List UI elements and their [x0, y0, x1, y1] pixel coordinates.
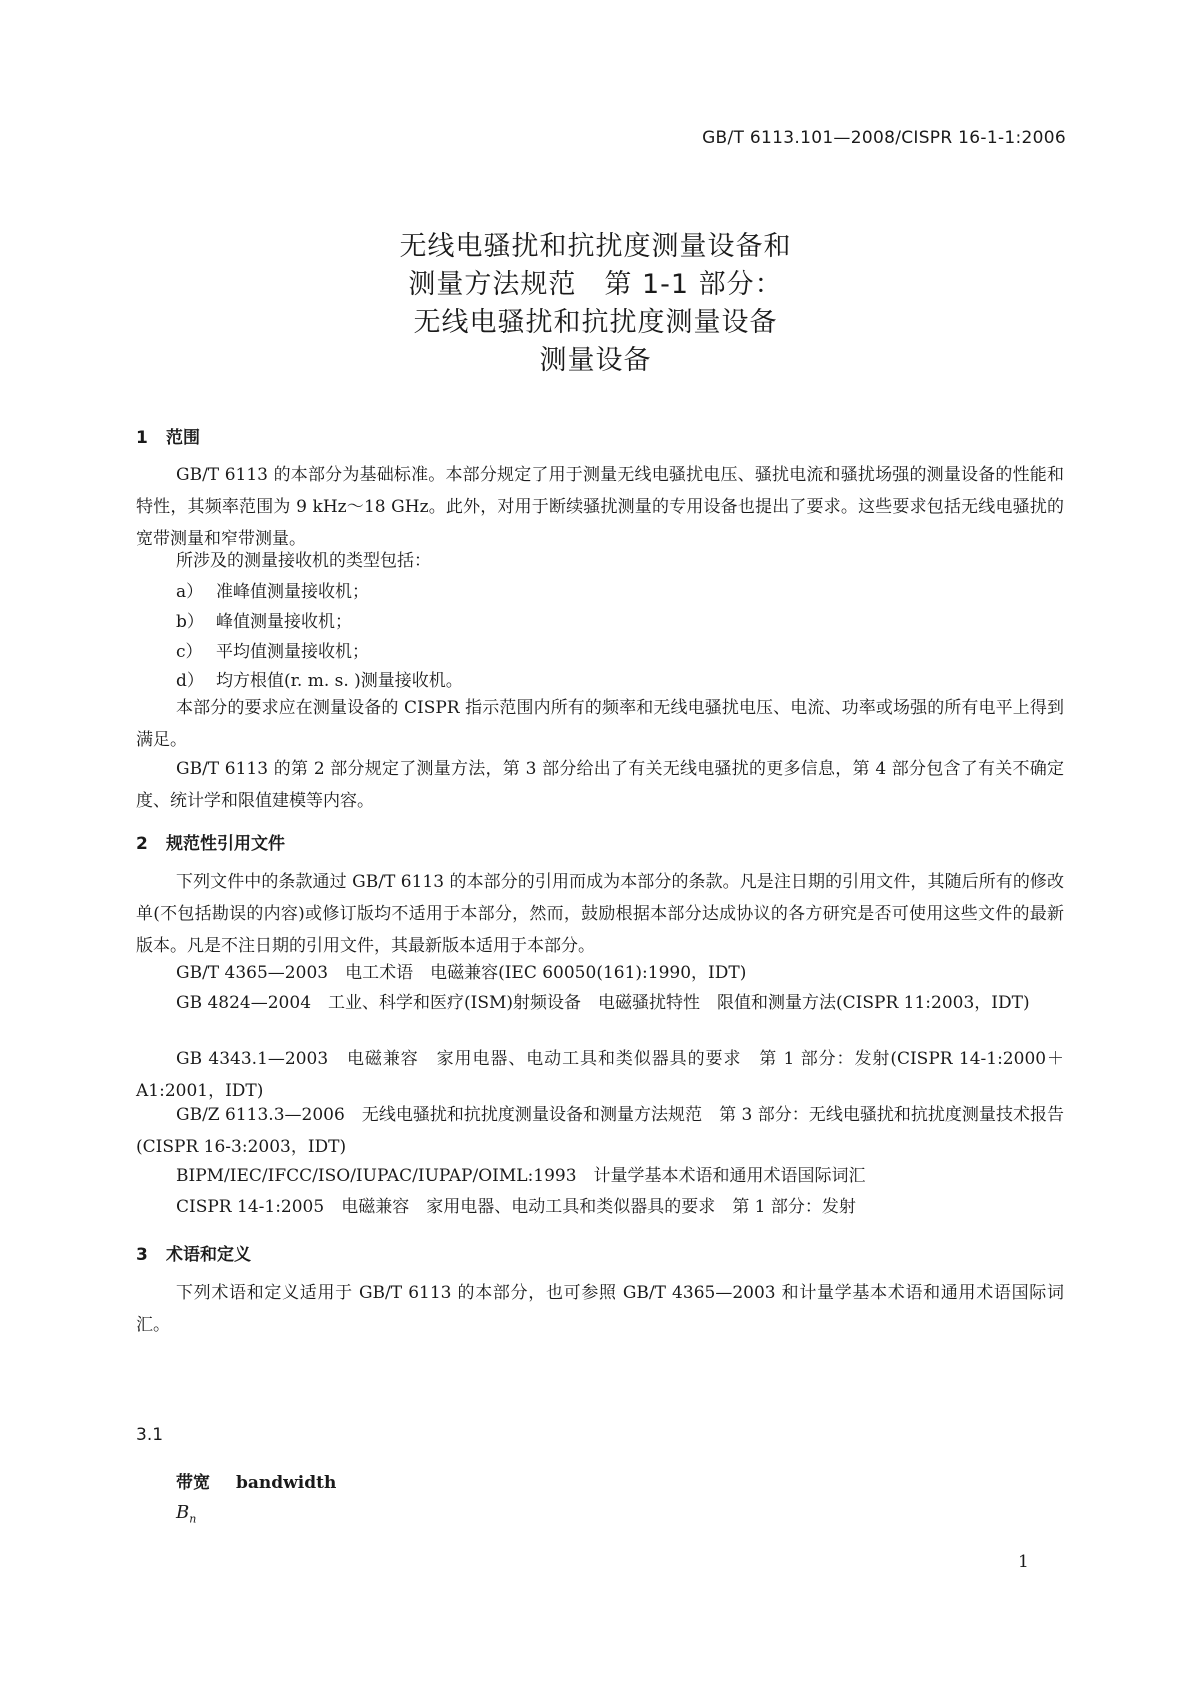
section-1-paragraph-3: 本部分的要求应在测量设备的 CISPR 指示范围内所有的频率和无线电骚扰电压、电流、功率或场强的所有电平上得到满足。 — [136, 698, 1064, 750]
list-marker: d） — [176, 671, 204, 691]
title-line-4: 测量设备 — [539, 345, 652, 376]
reference-item: BIPM/IEC/IFCC/ISO/IUPAC/IUPAP/OIML:1993 计量学基本术语和通用术语国际词汇 — [176, 1166, 866, 1186]
title-line-1: 无线电骚扰和抗扰度测量设备和 — [399, 231, 792, 262]
section-1-paragraph-4: GB/T 6113 的第 2 部分规定了测量方法，第 3 部分给出了有关无线电骚扰的更多信息，第 4 部分包含了有关不确定度、统计学和限值建模等内容。 — [136, 759, 1064, 811]
section-number: 2 — [136, 834, 148, 854]
section-title: 术语和定义 — [166, 1245, 251, 1265]
term-entry — [176, 1468, 336, 1493]
list-marker: c） — [176, 642, 203, 662]
section-3-heading — [136, 1240, 251, 1265]
term-chinese: 带宽 — [176, 1473, 210, 1493]
section-1-heading — [136, 423, 200, 448]
document-title — [0, 228, 1191, 380]
section-title: 规范性引用文件 — [166, 834, 285, 854]
title-line-2: 测量方法规范 第 1-1 部分： — [408, 269, 783, 300]
reference-item: CISPR 14-1:2005 电磁兼容 家用电器、电动工具和类似器具的要求 第 1 部分：发射 — [176, 1197, 856, 1217]
section-title: 范围 — [166, 428, 200, 448]
section-number: 3 — [136, 1245, 148, 1265]
list-text: 均方根值(r. m. s. )测量接收机。 — [216, 671, 463, 691]
reference-item: GB 4343.1—2003 电磁兼容 家用电器、电动工具和类似器具的要求 第 1 部分：发射(CISPR 14-1:2000＋A1:2001，IDT) — [136, 1049, 1064, 1101]
list-text: 准峰值测量接收机； — [216, 582, 369, 602]
section-1-paragraph-2: 所涉及的测量接收机的类型包括： — [176, 551, 431, 571]
list-item — [176, 576, 369, 608]
list-item — [176, 636, 369, 668]
reference-item: GB 4824—2004 工业、科学和医疗(ISM)射频设备 电磁骚扰特性 限值和测量方法(CISPR 11:2003，IDT) — [176, 993, 1030, 1013]
term-symbol — [176, 1502, 196, 1526]
reference-item: GB/T 4365—2003 电工术语 电磁兼容(IEC 60050(161):1990，IDT) — [176, 963, 747, 983]
section-2-heading — [136, 829, 285, 854]
list-marker: b） — [176, 612, 204, 632]
symbol-subscript: n — [189, 1512, 197, 1526]
section-1-paragraph-1: GB/T 6113 的本部分为基础标准。本部分规定了用于测量无线电骚扰电压、骚扰电流和骚扰场强的测量设备的性能和特性，其频率范围为 9 kHz～18 GHz。此外，对用于断续骚扰测量的专用设备也提出了要求。这些要求包括无线电骚扰的宽带测量和窄带测量。 — [136, 465, 1064, 549]
reference-item: GB/Z 6113.3—2006 无线电骚扰和抗扰度测量设备和测量方法规范 第 3 部分：无线电骚扰和抗扰度测量技术报告(CISPR 16-3:2003，IDT) — [136, 1105, 1064, 1157]
page-number: 1 — [1018, 1552, 1029, 1572]
term-number: 3.1 — [136, 1425, 164, 1445]
list-text: 峰值测量接收机； — [216, 612, 352, 632]
section-3-paragraph-1: 下列术语和定义适用于 GB/T 6113 的本部分，也可参照 GB/T 4365—2003 和计量学基本术语和通用术语国际词汇。 — [136, 1283, 1064, 1335]
section-2-paragraph-1: 下列文件中的条款通过 GB/T 6113 的本部分的引用而成为本部分的条款。凡是注日期的引用文件，其随后所有的修改单(不包括勘误的内容)或修订版均不适用于本部分，然而，鼓励根据本部分达成协议的各方研究是否可使用这些文件的最新版本。凡是不注日期的引用文件，其最新版本适用于本部分。 — [136, 872, 1064, 956]
symbol-main: B — [176, 1502, 190, 1523]
list-item — [176, 606, 352, 638]
term-english: bandwidth — [236, 1473, 337, 1493]
section-number: 1 — [136, 428, 148, 448]
list-text: 平均值测量接收机； — [216, 642, 369, 662]
standard-code-header: GB/T 6113.101—2008/CISPR 16-1-1:2006 — [702, 128, 1066, 148]
list-marker: a） — [176, 582, 204, 602]
title-line-3: 无线电骚扰和抗扰度测量设备 — [413, 307, 778, 338]
